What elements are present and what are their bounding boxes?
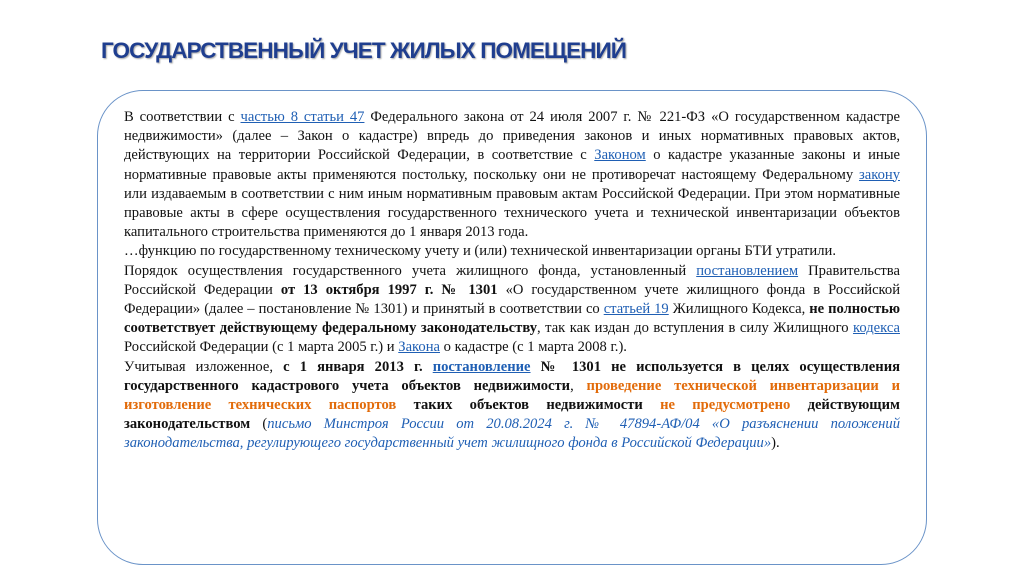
text: о кадастре указанные законы и иные нормативные правовые акты применяются постольку, поскольку они не противоречат настоящему Федеральному [124, 147, 900, 183]
text: , так как издан до вступления в силу Жилищного [537, 320, 853, 337]
text: …функцию по государственному техническому учету и (или) технической инвентаризации органы БТИ утратили. [124, 243, 836, 260]
text: «О государственном учете жилищного фонда в Российской Федерации» (далее – постановление № 1301) и принятый в соответствии со [124, 281, 901, 318]
text: или издаваемым в соответствии с ним иным нормативным правовым актам Российской Федерации. При этом нормативные правовые акты в сфере осуществления государственного технического учета и технической инвентаризации объектов капитального строительства применяются до 1 января 2013 года. [124, 185, 900, 241]
text: В соответствии с [124, 109, 241, 125]
link-code[interactable]: кодекса [852, 320, 900, 337]
bold-legislation: действующим законодательством [124, 397, 900, 433]
text: , [570, 377, 587, 394]
paragraph-conclusion [124, 358, 900, 454]
paragraph-cadastre-law [124, 108, 900, 242]
bold-not-used: № 1301 не используется в целях осуществления государственного кадастрового учета объектов недвижимости [124, 358, 900, 394]
text: Жилищного Кодекса, [668, 301, 810, 318]
orange-inventory: проведение технической инвентаризации и изготовление технических паспортов [124, 377, 900, 414]
link-article-19[interactable]: статьей 19 [603, 301, 669, 318]
link-law[interactable]: Законом [594, 147, 646, 164]
text: Федерального закона от 24 июля 2007 г. № 221-ФЗ «О государственном кадастре недвижимости» (далее – Закон о кадастре) впредь до приведения законов и иных нормативных правовых актов, действующих на территории Российской Федерации, в соответствие с [124, 109, 901, 164]
link-resolution-2[interactable]: постановление [432, 358, 531, 375]
text: о кадастре (с 1 марта 2008 г.). [440, 339, 627, 356]
text: Порядок осуществления государственного учета жилищного фонда, установленный [124, 262, 697, 279]
link-article-47[interactable]: частью 8 статьи 47 [240, 109, 365, 125]
bold-objects: таких объектов недвижимости [396, 397, 661, 414]
text [423, 359, 433, 375]
text: ). [771, 435, 780, 452]
slide-title: ГОСУДАРСТВЕННЫЙ УЧЕТ ЖИЛЫХ ПОМЕЩЕНИЙ [101, 38, 627, 63]
paragraph-housing-registration [124, 262, 900, 358]
text: ( [250, 416, 268, 433]
orange-not-provided: не предусмотрено [660, 397, 791, 414]
text: Российской Федерации (с 1 марта 2005 г.) и [124, 339, 399, 356]
link-minstroy-letter[interactable]: письмо Минстроя России от 20.08.2024 г. № 47894-АФ/04 «О разъяснении положений законодательства, регулирующего государственный учет жилищного фонда в Российской Федерации» [124, 416, 900, 452]
slide-body [124, 108, 900, 454]
link-law-2[interactable]: Закона [398, 339, 440, 356]
text: Правительства Российской Федерации [124, 262, 900, 298]
link-federal-law[interactable]: закону [859, 166, 900, 183]
paragraph-bti-functions [124, 242, 900, 261]
link-resolution[interactable]: постановлением [696, 262, 799, 279]
bold-noncompliance: не полностью соответствует действующему федеральному законодательству [124, 301, 900, 337]
text: Учитывая изложенное, [124, 358, 284, 375]
bold-date-2013: с 1 января 2013 г. [283, 358, 423, 375]
bold-date: от 13 октября 1997 г. № 1301 [280, 281, 498, 298]
